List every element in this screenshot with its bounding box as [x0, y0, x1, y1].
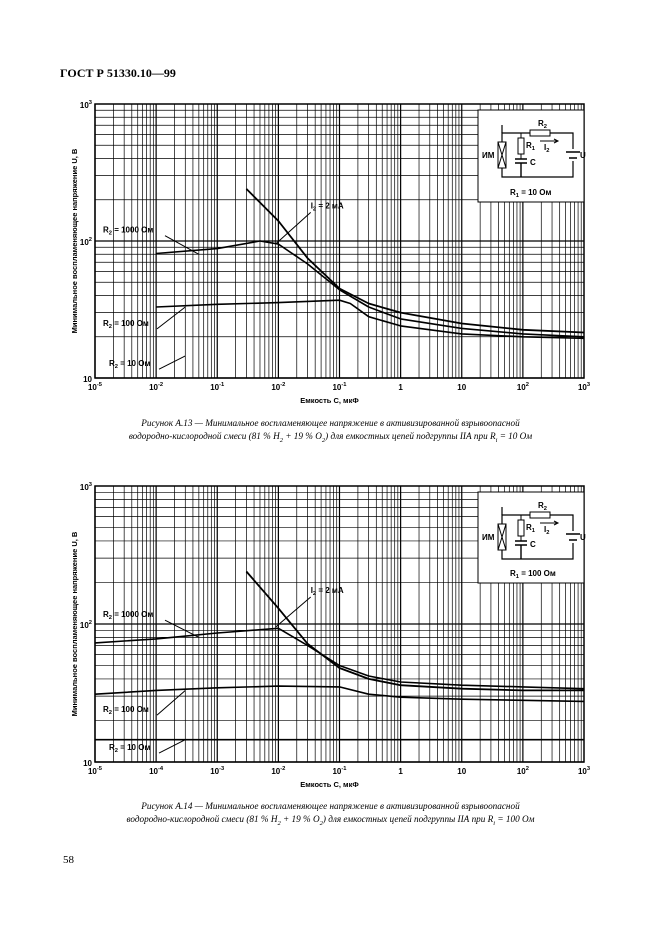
label-i2-sub: 2 [312, 206, 317, 213]
inset-c-label-text: C [530, 540, 536, 549]
inset-r1-label-sub: 1 [531, 528, 535, 534]
label-r100-sub: 2 [108, 323, 112, 330]
circuit-inset [478, 492, 586, 583]
caption-sub: 2 [319, 819, 323, 827]
y-tick-label-base: 10 [79, 483, 89, 492]
x-tick-label-base: 10 [457, 767, 467, 776]
label-i2-sub: 2 [312, 590, 317, 597]
inset-r2-label-text: R [538, 501, 544, 510]
inset-r1-value-tail: = 100 Ом [518, 569, 556, 578]
label-r100-sub: 2 [108, 710, 112, 717]
x-tick-label-base: 10 [271, 383, 281, 392]
caption-sub: 2 [321, 436, 326, 444]
inset-c-label-text: C [530, 158, 536, 167]
label-r1000-text: R [103, 610, 109, 620]
label-r100-text: R [103, 705, 109, 715]
inset-im-label [482, 533, 495, 542]
inset-r1-value-sub: 1 [515, 574, 519, 580]
inset-i2-label-text: I [544, 525, 547, 534]
inset-r2-label-sub: 2 [543, 506, 547, 512]
caption-line: Рисунок А.13 — Минимальное воспламеняющее напряжение в активизированной взрывоопасной [141, 418, 520, 428]
inset-r1-value-tail: = 10 Ом [518, 188, 552, 197]
x-tick-label-base: 1 [398, 383, 403, 392]
x-tick-label [578, 766, 590, 776]
x-tick-label-base: 10 [516, 383, 526, 392]
label-i2 [311, 586, 344, 597]
x-tick-label-exp: -2 [280, 382, 286, 388]
y-tick-label-exp: 2 [88, 620, 92, 626]
y-axis-label [70, 531, 79, 716]
caption-a14 [40, 800, 621, 830]
inset-r1-value-sub: 1 [515, 193, 519, 199]
label-r100-tail: = 100 Ом [111, 318, 149, 328]
caption-text: водородно-кислородной смеси (81 % H [128, 431, 280, 441]
inset-r1-label-sub: 1 [531, 146, 535, 152]
y-tick-label-base: 10 [83, 375, 92, 384]
label-r10-text: R [109, 359, 115, 369]
x-tick-label-base: 10 [149, 767, 159, 776]
label-r100 [103, 705, 149, 716]
caption-line: Рисунок А.14 — Минимальное воспламеняющее напряжение в активизированной взрывоопасной [141, 801, 520, 811]
inset-r1-value-text: R [510, 569, 516, 578]
caption-text: = 100 Ом [495, 814, 535, 824]
x-tick-label-exp: -2 [158, 382, 164, 388]
inset-r1-label-text: R [526, 523, 532, 532]
label-r100-text: R [103, 318, 109, 328]
label-i2-text: I [310, 585, 313, 595]
inset-r1-value-text: R [510, 188, 516, 197]
y-tick-label-base: 10 [79, 621, 89, 630]
x-tick-label-base: 10 [332, 767, 342, 776]
x-tick-label-base: 1 [398, 767, 403, 776]
inset-u-label-text: U [580, 533, 586, 542]
inset-r2-label-sub: 2 [543, 124, 547, 130]
x-tick-label-exp: 2 [525, 382, 529, 388]
resistor-r2-icon [530, 512, 550, 518]
inset-i2-label-sub: 2 [546, 530, 550, 536]
x-tick-label-base: 10 [577, 383, 587, 392]
x-tick-label [457, 767, 466, 776]
caption-sub: 2 [279, 436, 284, 444]
x-tick-label-base: 10 [516, 767, 526, 776]
page-number: 58 [63, 854, 74, 866]
y-tick-label-base: 10 [79, 101, 89, 110]
label-r1000-tail: = 1000 Ом [111, 225, 154, 235]
label-leader-r100 [157, 690, 185, 715]
x-tick-label-base: 10 [271, 767, 281, 776]
resistor-r1-icon [518, 520, 524, 536]
y-axis-label-text: Минимальное воспламеняющее напряжение U, В [70, 148, 79, 334]
x-tick-label-exp: 2 [525, 766, 529, 772]
x-tick-label-exp: 3 [586, 766, 591, 772]
caption-text: + 19 % O [283, 431, 322, 441]
x-axis-label-text: Емкость С, мкФ [300, 780, 359, 789]
label-leader-r10 [159, 740, 185, 753]
x-tick-label [271, 766, 285, 776]
x-axis-label-text: Емкость С, мкФ [300, 396, 359, 405]
x-tick-label-base: 10 [87, 767, 97, 776]
inset-im-label-text: ИМ [482, 533, 495, 542]
label-i2-text: I [310, 201, 313, 211]
label-r1000-sub: 2 [108, 230, 112, 237]
label-r1000-sub: 2 [108, 615, 112, 622]
inset-c-label [530, 540, 536, 549]
x-tick-label [149, 766, 164, 776]
label-r10-sub: 2 [114, 748, 118, 755]
label-i2-tail: = 2 мА [316, 585, 344, 595]
x-tick-label-exp: -1 [341, 766, 347, 772]
x-tick-label-base: 10 [210, 767, 220, 776]
caption-text: ) для емкостных цепей подгруппы IIА при R [322, 814, 494, 824]
caption-text: + 19 % O [280, 814, 320, 824]
caption-sub: 2 [277, 819, 281, 827]
label-r1000 [103, 610, 153, 621]
x-tick-label-exp: -2 [280, 766, 286, 772]
label-leader-r1000 [165, 620, 199, 637]
caption-sub: i [493, 819, 496, 827]
caption-text: ) для емкостных цепей подгруппы IIА при R [325, 431, 496, 441]
x-tick-label-exp: -5 [96, 382, 103, 388]
y-tick-label-exp: 3 [88, 482, 92, 488]
y-tick-label [80, 482, 92, 492]
y-tick-label-base: 10 [83, 759, 92, 768]
caption-text: водородно-кислородной смеси (81 % H [126, 814, 278, 824]
x-tick-label-exp: -1 [219, 382, 225, 388]
label-r10-tail: = 10 Ом [117, 743, 151, 753]
x-tick-label-exp: -3 [219, 766, 225, 772]
x-tick-label-base: 10 [332, 383, 342, 392]
inset-r2-label-text: R [538, 119, 544, 128]
label-i2-tail: = 2 мА [316, 201, 344, 211]
inset-im-label-text: ИМ [482, 151, 495, 160]
label-r10-sub: 2 [114, 364, 118, 371]
caption-text: = 10 Ом [497, 431, 533, 441]
x-tick-label-base: 10 [457, 383, 467, 392]
inset-i2-label-text: I [544, 143, 547, 152]
label-r1000-tail: = 1000 Ом [111, 610, 154, 620]
y-tick-label-exp: 2 [88, 237, 92, 243]
inset-u-label-text: U [580, 151, 586, 160]
x-tick-label [517, 766, 529, 776]
x-tick-label-exp: 3 [586, 382, 591, 388]
x-tick-label-base: 10 [87, 383, 97, 392]
inset-i2-label-sub: 2 [546, 148, 550, 154]
label-r10 [109, 743, 150, 754]
x-tick-label [332, 766, 347, 776]
x-tick-label [210, 766, 224, 776]
label-r10-text: R [109, 743, 115, 753]
y-axis-label-text: Минимальное воспламеняющее напряжение U, В [70, 531, 79, 717]
x-tick-label [398, 767, 403, 776]
label-r10-tail: = 10 Ом [117, 359, 151, 369]
x-tick-label-base: 10 [210, 383, 220, 392]
caption-sub: i [495, 436, 498, 444]
x-axis-label [300, 780, 359, 789]
x-tick-label-base: 10 [149, 383, 159, 392]
standard-header: ГОСТ Р 51330.10—99 [60, 66, 176, 80]
inset-r1-label-text: R [526, 141, 532, 150]
x-tick-label-base: 10 [577, 767, 587, 776]
label-r100-tail: = 100 Ом [111, 705, 149, 715]
y-tick-label [83, 759, 92, 768]
x-tick-label-exp: -4 [158, 766, 164, 772]
y-tick-label [80, 620, 92, 630]
label-r1000-text: R [103, 225, 109, 235]
y-tick-label-base: 10 [79, 238, 89, 247]
y-tick-label-exp: 3 [88, 100, 92, 106]
x-tick-label-exp: -5 [96, 766, 103, 772]
x-tick-label-exp: -1 [341, 382, 347, 388]
inset-u-label [580, 533, 586, 542]
